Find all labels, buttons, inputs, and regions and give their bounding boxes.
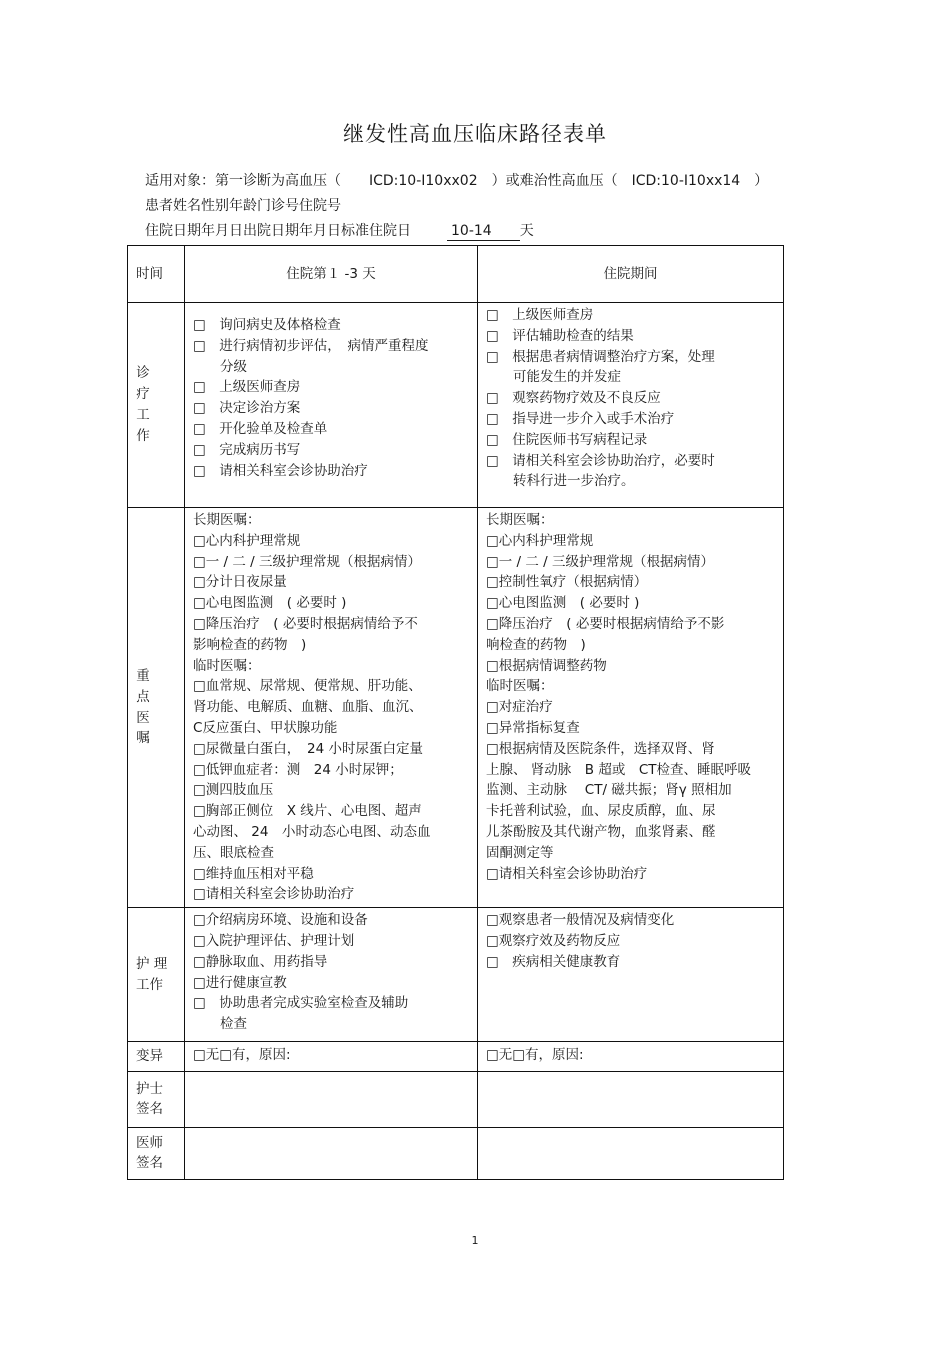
nursing-label-line2: 工作: [136, 976, 163, 993]
scope-middle: ）或难治性高血压（: [491, 173, 618, 189]
order-item: 长期医嘱：: [486, 512, 554, 528]
nurse-signature-row: [128, 1071, 784, 1127]
diagnosis-item: □ 根据患者病情调整治疗方案，处理: [486, 348, 715, 365]
diagnosis-item: □ 开化验单及检查单: [193, 420, 328, 437]
nursing-item: □观察患者一般情况及病情变化: [486, 912, 675, 929]
order-item: □一 / 二 / 三级护理常规（根据病情）: [193, 553, 422, 570]
nursing-item: □入院护理评估、护理计划: [193, 932, 355, 949]
scope-suffix: ）: [754, 173, 769, 189]
nursing-col2: [478, 908, 784, 1042]
nursing-item: □静脉取血、用药指导: [193, 953, 328, 970]
nursing-col2-list: [478, 908, 783, 974]
col-day1-3-header: 住院第１ -3 天: [185, 246, 478, 303]
order-item: □分计日夜尿量: [193, 574, 287, 591]
diagnosis-item: □ 询问病史及体格检查: [193, 317, 341, 333]
nursing-item: □ 协助患者完成实验室检查及辅助: [193, 995, 409, 1012]
vertical-label-char: 疗: [136, 386, 150, 403]
scope-prefix: 适用对象：第一诊断为高血压（: [145, 173, 341, 189]
variance-label: 变异: [128, 1042, 185, 1072]
nursing-item: 检查: [193, 1016, 247, 1033]
page-title: 继发性高血压临床路径表单: [343, 122, 607, 146]
order-item: □血常规、尿常规、便常规、肝功能、: [193, 678, 422, 695]
icd-code-2: ICD:10-I10xx14: [631, 173, 741, 189]
vertical-label-char: 点: [136, 688, 150, 705]
diagnosis-item: □ 上级医师查房: [193, 379, 301, 396]
orders-label: [128, 508, 185, 908]
nursing-item: □介绍病房环境、设施和设备: [193, 912, 368, 929]
order-item: 儿茶酚胺及其代谢产物，血浆肾素、醛: [486, 823, 716, 840]
orders-label-text: [136, 666, 150, 749]
nursing-item: □进行健康宣教: [193, 974, 287, 991]
vertical-label-char: 诊: [136, 365, 150, 382]
nurse-signature-label: [128, 1071, 185, 1127]
clinical-pathway-table: [127, 245, 784, 1180]
order-item: □心电图监测 ( 必要时 ): [193, 595, 347, 612]
order-item: 上腺、 肾动脉 B 超或 CT检查、睡眠呼吸: [486, 761, 752, 778]
nursing-col1: [185, 908, 478, 1042]
diagnosis-row: [128, 303, 784, 508]
col-time-header: 时间: [128, 246, 185, 303]
diagnosis-item: □ 指导进一步介入或手术治疗: [486, 410, 675, 427]
nurse-signature-col1[interactable]: [185, 1071, 478, 1127]
standard-days: 10-14: [447, 223, 520, 241]
nurse-sign-line2: 签名: [136, 1101, 163, 1118]
doctor-signature-col2[interactable]: [478, 1127, 784, 1179]
page-number: 1: [471, 1234, 479, 1247]
diagnosis-item: □ 上级医师查房: [486, 307, 594, 323]
orders-col1-list: [185, 508, 477, 907]
diagnosis-label-text: [136, 363, 150, 446]
nursing-row: [128, 908, 784, 1042]
header-row: [128, 246, 784, 303]
diagnosis-item: 转科行进一步治疗。: [486, 473, 635, 490]
order-item: □一 / 二 / 三级护理常规（根据病情）: [486, 553, 715, 570]
doctor-sign-line2: 签名: [136, 1155, 163, 1172]
order-item: □维持血压相对平稳: [193, 865, 314, 882]
order-item: 心动图、 24 小时动态心电图、动态血: [193, 823, 431, 840]
diagnosis-item: □ 请相关科室会诊协助治疗: [193, 462, 368, 479]
order-item: □对症治疗: [486, 699, 553, 716]
order-item: □请相关科室会诊协助治疗: [193, 886, 355, 903]
diagnosis-item: □ 决定诊治方案: [193, 400, 301, 417]
order-item: □降压治疗 ( 必要时根据病情给予不影: [486, 615, 725, 632]
diagnosis-item: □ 观察药物疗效及不良反应: [486, 390, 661, 407]
scope-line: [145, 170, 768, 190]
diagnosis-item: □ 完成病历书写: [193, 441, 301, 458]
orders-col1: [185, 508, 478, 908]
variance-col2-text: □无□有，原因:: [486, 1047, 584, 1064]
nursing-label: [128, 908, 185, 1042]
order-item: 压、眼底检查: [193, 844, 274, 861]
variance-col1-text: □无□有，原因:: [193, 1047, 291, 1064]
diagnosis-label: [128, 303, 185, 508]
nursing-label-line1: 护 理: [136, 955, 168, 972]
order-item: 临时医嘱：: [193, 657, 261, 674]
order-item: 临时医嘱：: [486, 678, 554, 695]
diagnosis-col1: [185, 303, 478, 508]
nurse-signature-col2[interactable]: [478, 1071, 784, 1127]
admission-dates: 住院日期年月日出院日期年月日标准住院日: [145, 223, 411, 239]
orders-col2-list: [478, 508, 783, 886]
order-item: □心内科护理常规: [486, 532, 594, 549]
diagnosis-item: 分级: [193, 358, 247, 375]
order-item: □降压治疗 ( 必要时根据病情给予不: [193, 615, 418, 632]
order-item: □根据病情及医院条件，选择双肾、肾: [486, 740, 715, 757]
order-item: □根据病情调整药物: [486, 657, 607, 674]
order-item: 长期医嘱：: [193, 512, 261, 528]
icd-code-1: ICD:10-I10xx02: [369, 173, 478, 189]
admission-line: [145, 220, 534, 241]
days-unit: 天: [519, 223, 534, 239]
order-item: C反应蛋白、甲状腺功能: [193, 719, 338, 736]
order-item: 响检查的药物 ): [486, 636, 586, 653]
order-item: □尿微量白蛋白， 24 小时尿蛋白定量: [193, 740, 423, 757]
order-item: □请相关科室会诊协助治疗: [486, 865, 648, 882]
diagnosis-item: □ 请相关科室会诊协助治疗，必要时: [486, 452, 715, 469]
order-item: □异常指标复查: [486, 719, 580, 736]
order-item: 固酮测定等: [486, 844, 554, 861]
vertical-label-char: 医: [136, 709, 150, 726]
variance-col2: [478, 1042, 784, 1072]
diagnosis-col2: [478, 303, 784, 508]
doctor-sign-line1: 医师: [136, 1134, 163, 1151]
order-item: 肾功能、电解质、血糖、血脂、血沉、: [193, 699, 423, 716]
vertical-label-char: 重: [136, 667, 150, 684]
diagnosis-col1-list: [185, 303, 477, 483]
nursing-item: □ 疾病相关健康教育: [486, 953, 621, 970]
nursing-item: □观察疗效及药物反应: [486, 932, 621, 949]
col-stay-header: 住院期间: [478, 246, 784, 303]
patient-info-line: 患者姓名性别年龄门诊号住院号: [145, 198, 341, 214]
variance-row: [128, 1042, 784, 1072]
doctor-signature-col1[interactable]: [185, 1127, 478, 1179]
nursing-col1-list: [185, 908, 477, 1037]
orders-row: [128, 508, 784, 908]
variance-col1: [185, 1042, 478, 1072]
doctor-signature-label: [128, 1127, 185, 1179]
diagnosis-item: □ 住院医师书写病程记录: [486, 431, 648, 448]
doctor-signature-row: [128, 1127, 784, 1179]
order-item: □测四肢血压: [193, 782, 274, 799]
nurse-sign-line1: 护士: [136, 1080, 163, 1097]
diagnosis-item: 可能发生的并发症: [486, 369, 621, 386]
vertical-label-char: 嘱: [136, 730, 150, 747]
vertical-label-char: 工: [136, 407, 150, 423]
vertical-label-char: 作: [136, 427, 150, 444]
order-item: □控制性氧疗（根据病情）: [486, 574, 648, 591]
order-item: □心电图监测 ( 必要时 ): [486, 595, 640, 612]
order-item: 卡托普利试验，血、尿皮质醇，血、尿: [486, 803, 716, 820]
orders-col2: [478, 508, 784, 908]
order-item: □心内科护理常规: [193, 532, 301, 549]
diagnosis-item: □ 进行病情初步评估， 病情严重程度: [193, 337, 429, 354]
diagnosis-col2-list: [478, 303, 783, 494]
order-item: □低钾血症者：测 24 小时尿钾；: [193, 761, 403, 778]
order-item: 监测、主动脉 CT/ 磁共振；肾γ 照相加: [486, 782, 732, 799]
order-item: □胸部正侧位 X 线片、心电图、超声: [193, 803, 422, 820]
diagnosis-item: □ 评估辅助检查的结果: [486, 327, 634, 344]
order-item: 影响检查的药物 ): [193, 636, 307, 653]
